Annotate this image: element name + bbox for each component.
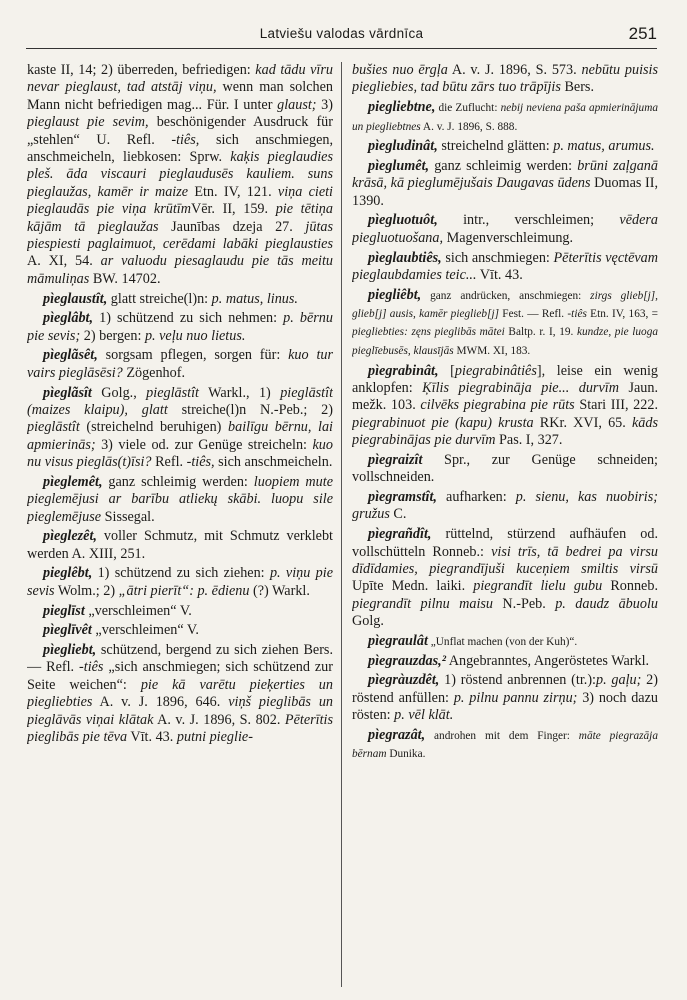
headword: pìeglâbt, [43,310,94,327]
entry-text: kāds piegrabinājas pie durvīm [352,414,658,449]
entry-text: p. sienu, kas nuobiris; gružus [352,489,658,523]
entry-text: kundze, pie luoga pieglīebusēs, klausījās [352,326,658,357]
dictionary-entry [352,489,658,524]
entry-text: Baltp. r. I, 19. [504,326,577,339]
entry-text: Duomas II, 1390. [352,175,658,209]
entry-text: A. v. J. 1896, 646. [92,694,229,711]
entry-text: C. [389,506,407,523]
entry-text: A. XI, 54. [27,253,101,270]
entry-text: A. v. J. 1896, S. 802. [153,711,285,728]
entry-text: Vēr. II, 159. [190,201,276,218]
dictionary-entry [352,250,658,285]
dictionary-entry [352,727,658,764]
entry-text: Dunika. [386,748,426,761]
dictionary-entry [352,287,658,361]
entry-text: p. vēl klāt. [394,707,454,724]
entry-text: ganz schleimig werden: [102,473,254,490]
entry-text: Upīte Medn. laiki. [352,578,474,595]
dictionary-entry [27,603,333,620]
entry-text: Pēterītis pieglibās pie tēva [27,711,333,745]
entry-text: piegrabinâtiês [454,362,537,379]
headword: pìegrañdît, [368,526,432,543]
entry-text: p. daudz ābuolu [555,595,658,612]
dictionary-entry [352,138,658,155]
headword: pìegluotuôt, [368,212,438,229]
entry-text: (?) Warkl. [249,582,310,599]
headword: pìeglezêt, [43,528,97,545]
entry-text: Fest. — Refl. [499,308,568,321]
headword: pìeglãsêt, [43,347,98,364]
dictionary-entry [27,310,333,345]
entry-text: -tiês [79,659,104,676]
entry-text: ganz schleimig werden: [429,157,578,174]
entry-text: pie tētiņa kājām tā pieglaužas [27,201,333,235]
entry-text: piegliebties: zęns pieglibās mātei [352,326,505,339]
entry-text: kad tādu vīru nevar pieglaust, tad atstāj viņu, [27,62,333,96]
right-column [352,62,658,987]
entry-text: piegrandīt lielu gubu [473,578,603,595]
page-number: 251 [628,24,657,43]
entry-text: streichelnd glätten: [437,138,554,155]
entry-text: zirgs glieb[j], glieb[j] ausis, kamēr pieglieb[j] [352,289,658,321]
entry-text: intr., verschleimen; [437,212,620,229]
entry-text: Warkl., 1) [198,384,281,401]
entry-text: nebij neviena paša apmierinājuma un piegliebtnes [352,102,658,133]
entry-text: androhen mit dem Finger: [425,729,579,742]
headword: pìegràuzdêt, [368,672,440,689]
dictionary-entry [27,385,333,472]
entry-text: (streichelnd beruhigen) [79,419,228,436]
entry-text: viņa cieti pieglaudās pie viņa krūtīm [27,183,333,218]
entry-text: p. bērnu pie sevis; [27,310,333,344]
entry-text: Ķīlis piegrabināja pie... durvīm [422,379,619,396]
dictionary-entry [27,528,333,563]
entry-text: p. pilnu pannu zirņu; [453,689,578,706]
dictionary-entry [352,99,658,136]
column-divider [341,62,342,987]
entry-text: p. gaļu; [596,672,642,689]
entry-text: pie kā varētu pieķerties un piegliebties [27,676,333,711]
entry-text: bušies nuo ērgļa [352,62,448,78]
entry-text: piegrandīt pilnu maisu [352,595,494,612]
entry-text: Pas. I, 327. [495,432,563,449]
entry-text: bailīgu bērnu, lai apmierinās; [27,419,333,453]
dictionary-entry [352,633,658,650]
entry-text: kaķis pieglaudies pleš. āda viscauri pieglaudusēs kauliem. suns pieglaužas, kamēr ir maize [27,149,333,200]
entry-text: aufharken: [436,489,516,506]
running-title: Latviešu valodas vārdnīca [259,26,424,41]
headword: pìegrabinât, [368,362,439,379]
dictionary-entry [27,565,333,600]
entry-text: rüttelnd, stürzend aufhäufen od. vollschütteln Ronneb.: [352,526,658,560]
entry-text: „verschleimen“ V. [84,602,192,619]
dictionary-entry [352,452,658,487]
entry-text: RKr. XVI, 65. [533,414,632,431]
entry-text: -tiês, [171,131,200,148]
entry-text: pieglāstît (maizes klaipu), glatt [27,384,333,418]
page-header [26,22,657,49]
headword: pìegraulât [368,632,428,649]
headword: pìeglaubtiês, [368,249,442,266]
entry-text: schützend, bergend zu sich ziehen Bers. — Refl. [27,641,333,676]
entry-text: N.-Peb. [493,595,556,612]
entry-text: Pēterītis vęctēvam pieglaubdamies teic... [352,249,658,283]
entry-text: streiche(l)n N.-Peb.; 2) [167,401,333,418]
entry-text: voller Schmutz, mit Schmutz verklebt werden A. XIII, 251. [27,528,333,562]
headword: pìeglemêt, [43,473,103,490]
headword: pìegrauzdas,² [368,652,446,669]
entry-text: 2) bergen: [80,327,145,344]
entry-text: kuo tur vairs pieglāsēsi? [27,347,333,381]
headword: pìegliebt, [43,641,97,658]
dictionary-entry [352,158,658,210]
entry-text: „Unflat machen (von der Kuh)“. [427,635,578,648]
entry-text: Vīt. 43. [476,266,523,283]
dictionary-entry [27,642,333,746]
headword: piegliebtne, [368,99,436,116]
entry-text: -tiês, [186,454,215,471]
entry-text: 1) röstend anbrennen (tr.): [439,672,596,689]
dictionary-entry [27,347,333,382]
entry-text: 1) schützend zu sich nehmen: [93,310,284,327]
entry-text: Zögenhof. [122,364,186,381]
entry-text: Sissegal. [101,508,155,525]
entry-text: -tiês [567,308,587,321]
entry-text: Bers. [560,79,594,96]
entry-text: sich anschmiegen: [441,249,554,266]
entry-text: p. matus, arumus. [553,138,655,155]
entry-text: viņš pieglibās un pieglāvās viņai klātak [27,694,333,728]
headword: pìegramstît, [368,489,437,506]
entry-text: Jaunības dzeja 27. [158,218,306,235]
headword: pieglêbt, [43,565,93,582]
entry-text: „ātri pierīt“: p. ēdienu [118,582,250,599]
entry-text: Ronneb. [602,578,658,595]
entry-text: Angebranntes, Angeröstetes Warkl. [445,652,650,669]
entry-text: Etn. IV, 163, = [586,308,658,321]
entry-text: 3) [316,96,333,113]
entry-text: „verschleimen“ V. [91,622,199,639]
headword: pìeglaustît, [43,290,108,307]
entry-text: wenn man solchen Mann nicht befriedigen mag... Für. I unter [27,79,333,113]
entry-text: luopiem mute pieglemējusi ar barību atliekų skābi. luopu sile pieglemējuse [27,473,333,525]
dictionary-entry [352,62,658,97]
left-column [27,62,333,987]
entry-text: kuo nu visus pieglās(t)īsi? [27,436,333,471]
entry-text: Wolm.; 2) [54,582,119,599]
dictionary-entry [352,672,658,724]
entry-text: sorgsam pflegen, sorgen für: [97,347,289,364]
entry-text: piegrabinuot pie (kapu) krusta [352,414,534,431]
dictionary-entry [27,622,333,639]
entry-text: 1) schützend zu sich ziehen: [92,565,270,582]
dictionary-entry [352,212,658,247]
entry-text: Refl. [151,454,187,471]
entry-text: jūtas piespiesti paglaimuot, cerēdami labāki pieglausties [27,218,333,253]
entry-text: beschönigender Ausdruck für „stehlen“ U. Refl. [27,114,333,148]
entry-text: p. veļu nuo lietus. [144,327,246,344]
dictionary-entry [27,291,333,308]
dictionary-entry [352,653,658,670]
entry-text: „sich anschmiegen; sich schützend zur Seite weichen“: [27,659,333,693]
entry-text: nebūtu puisis piegliebies, tad būtu zārs tuo trāpījis [352,62,658,96]
entry-text: vēdera piegluotuošana, [352,212,658,246]
entry-text: [ [438,362,455,379]
entry-text: Jaun. mežk. 103. [352,379,658,414]
entry-text: Etn. IV, 121. [188,183,278,200]
entry-text: pieglāstît [27,419,80,436]
entry-text: 3) noch dazu rösten: [352,689,658,724]
entry-text: ar valuodu piesaglaudu pie tās meitu māmuliņas [27,253,333,287]
entry-text: sich anschmiegen, anschmeicheln, liebkosen: Sprw. [27,131,333,166]
entry-text: pieglaust pie sevim, [27,114,149,131]
entry-text: Stari III, 222. [574,397,658,414]
entry-text: p. matus, linus. [211,290,298,307]
entry-text: A. v. J. 1896, S. 573. [447,62,582,78]
headword: pìeglīvêt [43,622,92,639]
entry-text: 2) röstend anfüllen: [352,672,658,706]
headword: pìegraizît [368,451,423,468]
dictionary-entry [27,474,333,526]
entry-text: Spr., zur Genüge schneiden; vollschneiden. [352,451,658,486]
entry-text: Golg., [91,384,147,401]
entry-text: ganz andrücken, anschmiegen: [421,289,591,302]
headword: pìegludinât, [368,138,438,155]
entry-text: BW. 14702. [89,270,161,287]
headword: pìegrazât, [368,726,426,743]
entry-text: cilvēks piegrabina pie rūts [420,397,575,414]
dictionary-entry [352,363,658,450]
entry-text: p. viņu pie sevis [27,565,333,599]
headword: piegliêbt, [368,286,422,303]
headword: pìeglumêt, [368,157,430,174]
entry-text: die Zuflucht: [435,102,501,115]
headword: pìeglãsît [43,384,92,401]
entry-text: MWM. XI, 183. [453,344,531,357]
entry-text: Magenverschleimung. [443,229,574,246]
headword: pieglīst [43,602,85,619]
entry-text: Vīt. 43. [127,729,177,745]
entry-text: māte piegrazāja bērnam [352,729,658,761]
dictionary-entry [352,526,658,630]
entry-text: glaust; [277,96,317,113]
entry-text: Golg. [352,613,384,630]
entry-text: ], leise ein wenig anklopfen: [352,362,658,396]
entry-text: brūni zaļganā krāsā, kā pieglumējušais Daugavas ūdens [352,157,658,192]
entry-text: A. v. J. 1896, S. 888. [420,120,518,133]
entry-text: sich anschmeicheln. [214,454,333,471]
entry-text: kaste II, 14; 2) überreden, befriedigen: [27,62,256,78]
entry-text: glatt streiche(l)n: [107,290,212,307]
entry-text: putni pieglie- [176,729,253,745]
entry-text: pieglāstît [146,384,199,401]
entry-text: 3) viele od. zur Genüge streicheln: [95,436,313,453]
entry-text: visi trīs, tā bedrei pa virsu dīdīdamies, piegrandījuši kuceņiem smiltis virsū [352,543,658,577]
dictionary-entry [27,62,333,288]
